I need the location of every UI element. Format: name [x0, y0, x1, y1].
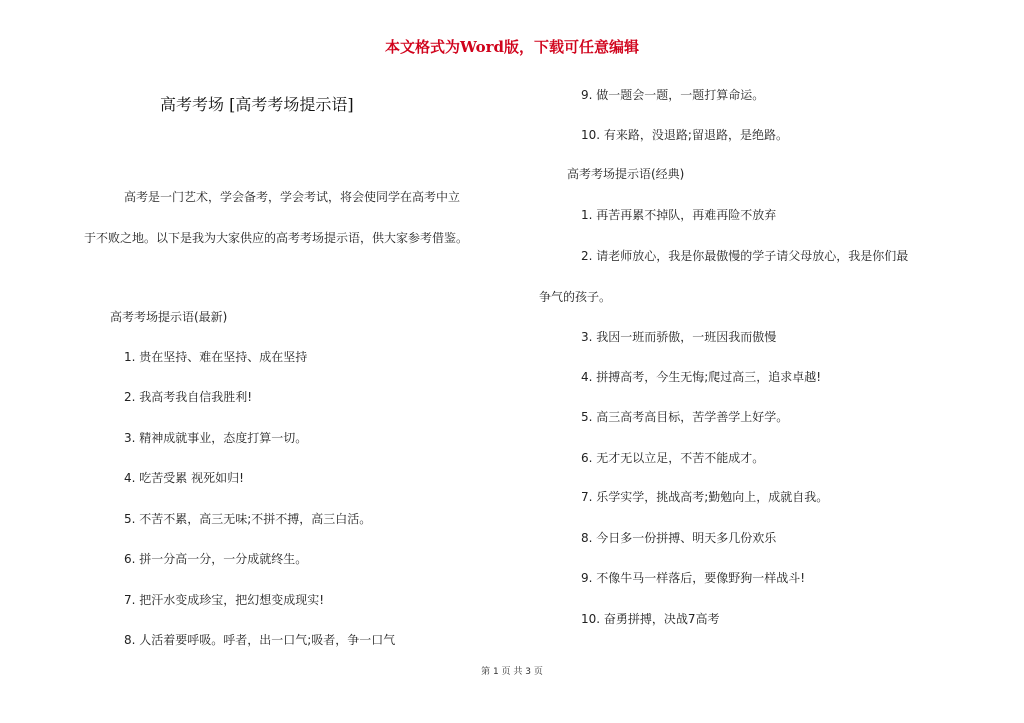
page-title: 高考考场 [高考考场提示语] [160, 95, 354, 114]
list-item: 2. 我高考我自信我胜利! [124, 390, 253, 404]
list-item: 8. 今日多一份拼搏、明天多几份欢乐 [581, 531, 777, 545]
list-item: 2. 请老师放心，我是你最傲慢的学子请父母放心，我是你们最 [581, 249, 909, 263]
list-item: 1. 再苦再累不掉队，再难再险不放弃 [581, 208, 777, 222]
page-number: 第 1 页 共 3 页 [481, 667, 543, 677]
list-item: 3. 我因一班而骄傲，一班因我而傲慢 [581, 330, 777, 344]
list-item: 5. 高三高考高目标，苦学善学上好学。 [581, 410, 789, 424]
list-item: 6. 无才无以立足，不苦不能成才。 [581, 451, 765, 465]
list-item: 9. 不像牛马一样落后，要像野狗一样战斗! [581, 571, 806, 585]
list-item: 10. 有来路，没退路;留退路，是绝路。 [581, 128, 788, 142]
left-section-heading: 高考考场提示语(最新) [110, 310, 228, 324]
list-item: 7. 乐学实学，挑战高考;勤勉向上，成就自我。 [581, 490, 829, 504]
list-item: 4. 拼搏高考，今生无悔;爬过高三，追求卓越! [581, 370, 822, 384]
list-item: 3. 精神成就事业，态度打算一切。 [124, 431, 308, 445]
list-item-continuation: 争气的孩子。 [539, 290, 612, 304]
intro-line-2: 于不败之地。以下是我为大家供应的高考考场提示语，供大家参考借鉴。 [84, 231, 469, 245]
list-item: 1. 贵在坚持、难在坚持、成在坚持 [124, 350, 308, 364]
download-banner: 本文格式为Word版，下载可任意编辑 [384, 38, 640, 56]
list-item: 5. 不苦不累，高三无味;不拼不搏，高三白活。 [124, 512, 372, 526]
list-item: 4. 吃苦受累 视死如归! [124, 471, 244, 485]
list-item: 8. 人活着要呼吸。呼者，出一口气;吸者，争一口气 [124, 633, 396, 647]
list-item: 6. 拼一分高一分，一分成就终生。 [124, 552, 308, 566]
list-item: 10. 奋勇拼搏，决战7高考 [581, 612, 720, 626]
right-section-heading: 高考考场提示语(经典) [567, 167, 685, 181]
list-item: 7. 把汗水变成珍宝，把幻想变成现实! [124, 593, 325, 607]
intro-line-1: 高考是一门艺术，学会备考，学会考试，将会使同学在高考中立 [124, 190, 461, 204]
list-item: 9. 做一题会一题，一题打算命运。 [581, 88, 765, 102]
